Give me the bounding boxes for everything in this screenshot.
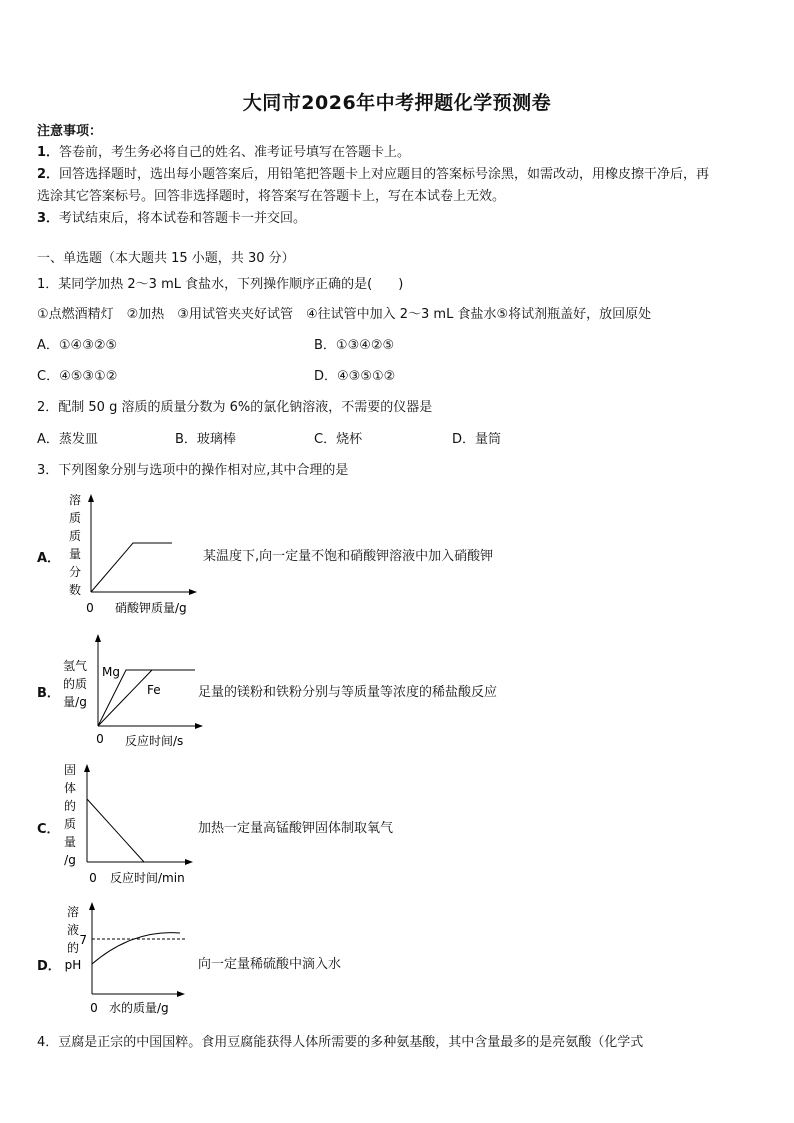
x-label: 反应时间/s [125, 734, 184, 748]
y-label-char: 液 [66, 923, 80, 937]
y-label-char: 质 [68, 529, 82, 543]
y-label-char: 分 [68, 565, 82, 579]
y-label-char: 质 [68, 511, 82, 525]
x-axis-arrow [195, 723, 203, 729]
y-axis-arrow [84, 764, 90, 772]
q2-option-c: C．烧杯 [314, 432, 363, 447]
y-label-char: 数 [68, 583, 82, 597]
q1-option-b: B．①③④②⑤ [314, 338, 395, 353]
y-label-char: 的 [63, 799, 77, 813]
y-tick-label: 7 [79, 933, 87, 947]
y-label-char: /g [64, 853, 76, 867]
x-axis-arrow [185, 859, 193, 865]
q3-graph-b [60, 628, 205, 750]
series-label-fe: Fe [147, 683, 161, 697]
q2-option-d: D．量筒 [452, 432, 502, 447]
q3-option-a-desc: 某温度下,向一定量不饱和硝酸钾溶液中加入硝酸钾 [203, 549, 494, 564]
section-heading: 一、单选题（本大题共 15 小题，共 30 分） [37, 251, 295, 266]
curve [91, 543, 172, 592]
q3-graph-c [60, 758, 205, 890]
y-label-char: 量 [63, 835, 77, 849]
y-label-char: 量 [68, 547, 82, 561]
q3-option-c-label: C． [37, 822, 60, 837]
q2-stem: 2．配制 50 g 溶质的质量分数为 6%的氯化钠溶液，不需要的仪器是 [37, 400, 433, 415]
origin-label: 0 [96, 732, 104, 746]
x-label: 硝酸钾质量/g [115, 601, 187, 615]
y-label-line: 的质 [62, 677, 88, 691]
x-label: 水的质量/g [109, 1001, 169, 1015]
q3-graph-a [60, 488, 205, 620]
notice-item-3: 3．考试结束后，将本试卷和答题卡一并交回。 [37, 211, 307, 226]
q1-option-c: C．④⑤③①② [37, 369, 118, 384]
y-axis-arrow [89, 902, 95, 910]
q3-graph-d [60, 896, 205, 1020]
notice-item-2: 2．回答选择题时，选出每小题答案后，用铅笔把答题卡上对应题目的答案标号涂黑，如需改动，用橡皮擦干净后，再 [37, 167, 710, 182]
origin-label: 0 [89, 871, 97, 885]
q1-option-a: A．①④③②⑤ [37, 338, 118, 353]
origin-label: 0 [86, 601, 94, 615]
q3-option-b-label: B． [37, 686, 60, 701]
q3-option-d-label: D． [37, 959, 61, 974]
notice-heading: 注意事项： [37, 124, 103, 139]
y-label-line: 氢气 [62, 659, 88, 673]
y-label-char: pH [64, 958, 82, 972]
q1-steps: ①点燃酒精灯 ②加热 ③用试管夹夹好试管 ④往试管中加入 2～3 mL 食盐水⑤将试剂瓶盖好，放回原处 [37, 307, 652, 322]
y-label-line: 量/g [63, 695, 87, 709]
q3-option-b-desc: 足量的镁粉和铁粉分别与等质量等浓度的稀盐酸反应 [198, 685, 498, 700]
y-label-char: 溶 [68, 493, 82, 507]
y-label-char: 的 [66, 941, 80, 955]
x-label: 反应时间/min [110, 871, 185, 885]
y-label-char: 溶 [66, 905, 80, 919]
curve [92, 933, 180, 964]
q2-option-a: A．蒸发皿 [37, 432, 98, 447]
series-label-mg: Mg [102, 665, 120, 679]
q3-option-d-desc: 向一定量稀硫酸中滴入水 [198, 957, 342, 972]
page-title: 大同市2026年中考押题化学预测卷 [242, 92, 552, 114]
y-axis-arrow [95, 634, 101, 642]
notice-item-2-continued: 选涂其它答案标号。回答非选择题时，将答案写在答题卡上，写在本试卷上无效。 [37, 189, 506, 204]
y-label-char: 质 [63, 817, 77, 831]
y-label-char: 固 [63, 763, 77, 777]
origin-label: 0 [90, 1001, 98, 1015]
y-axis-arrow [88, 494, 94, 502]
q2-option-b: B．玻璃棒 [175, 432, 236, 447]
x-axis-arrow [177, 991, 185, 997]
q1-stem: 1．某同学加热 2～3 mL 食盐水，下列操作顺序正确的是( ) [37, 277, 404, 292]
curve [87, 799, 144, 862]
y-label-char: 体 [63, 781, 77, 795]
notice-item-1: 1．答卷前，考生务必将自己的姓名、准考证号填写在答题卡上。 [37, 145, 411, 160]
q4-stem: 4．豆腐是正宗的中国国粹。食用豆腐能获得人体所需要的多种氨基酸，其中含量最多的是亮氨酸（化学式 [37, 1035, 644, 1050]
q3-option-a-label: A． [37, 551, 61, 566]
q3-option-c-desc: 加热一定量高锰酸钾固体制取氧气 [198, 821, 394, 836]
q3-stem: 3．下列图象分别与选项中的操作相对应,其中合理的是 [37, 463, 349, 478]
q1-option-d: D．④③⑤①② [314, 369, 396, 384]
x-axis-arrow [189, 589, 197, 595]
